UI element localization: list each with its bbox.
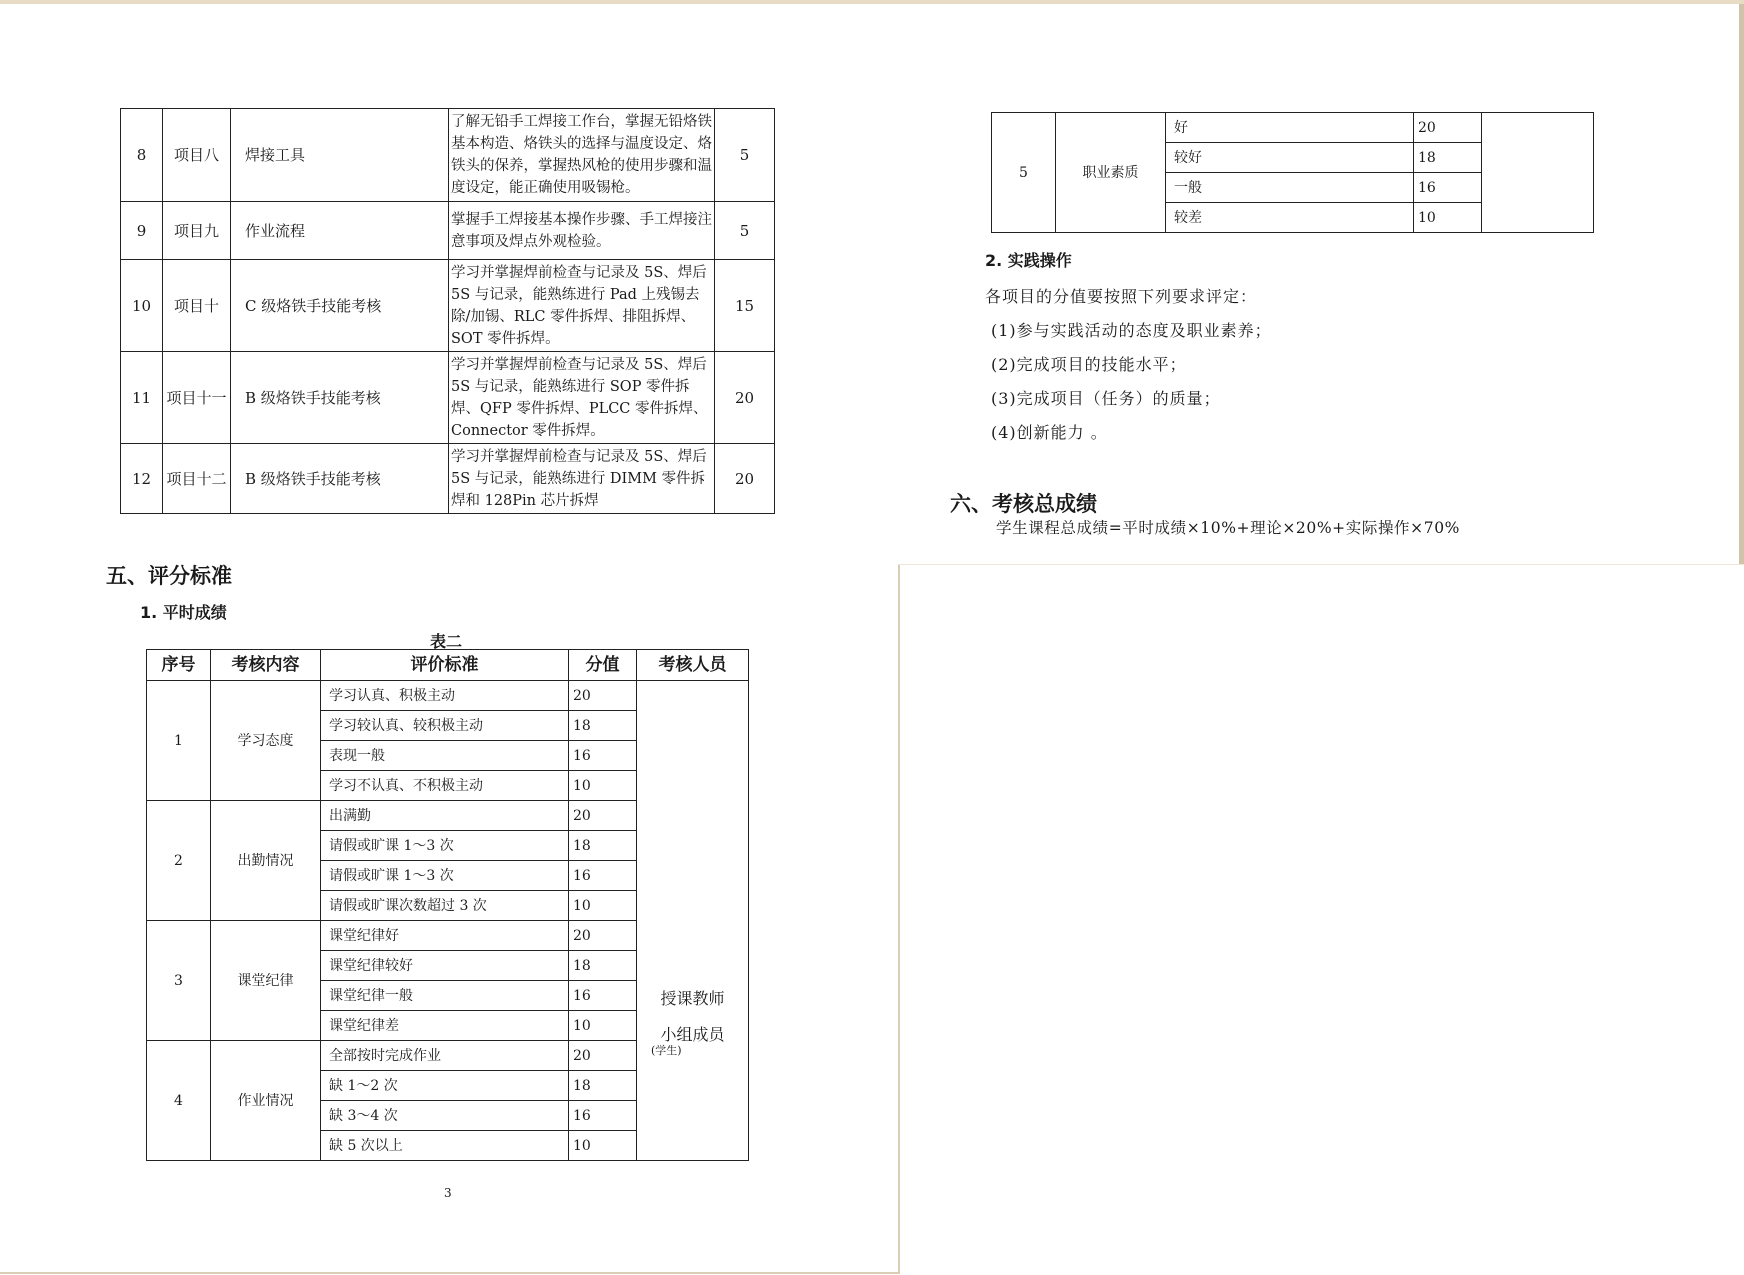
criterion: 表现一般 bbox=[321, 741, 569, 771]
criterion: 请假或旷课次数超过 3 次 bbox=[321, 891, 569, 921]
score: 10 bbox=[569, 771, 637, 801]
score: 16 bbox=[569, 1101, 637, 1131]
section6-heading: 六、考核总成绩 bbox=[950, 492, 1097, 516]
subsection-heading: 1. 平时成绩 bbox=[140, 603, 227, 622]
evaluator-cell bbox=[637, 681, 749, 1161]
project-description: 学习并掌握焊前检查与记录及 5S、焊后 5S 与记录，能熟练进行 DIMM 零件拆焊和 128Pin 芯片拆焊 bbox=[449, 444, 715, 514]
score: 20 bbox=[569, 801, 637, 831]
score: 18 bbox=[569, 951, 637, 981]
group-number: 2 bbox=[147, 801, 211, 921]
criterion: 课堂纪律一般 bbox=[321, 981, 569, 1011]
project-name: B 级烙铁手技能考核 bbox=[231, 352, 449, 444]
group-number: 4 bbox=[147, 1041, 211, 1161]
score: 20 bbox=[569, 1041, 637, 1071]
row-number: 9 bbox=[121, 202, 163, 260]
row-number: 11 bbox=[121, 352, 163, 444]
row-number: 8 bbox=[121, 109, 163, 202]
column-header: 评价标准 bbox=[321, 650, 569, 681]
page-edge bbox=[1739, 4, 1744, 564]
score: 10 bbox=[569, 1011, 637, 1041]
evaluator-teacher: 授课教师 bbox=[660, 989, 725, 1008]
criterion: 出满勤 bbox=[321, 801, 569, 831]
grading-table bbox=[146, 649, 749, 1161]
table-caption: 表二 bbox=[430, 632, 463, 651]
group-content: 职业素质 bbox=[1056, 113, 1166, 233]
project-hours: 15 bbox=[715, 260, 775, 352]
evaluator-group: 小组成员 bbox=[660, 1025, 725, 1044]
evaluator-cell bbox=[1482, 113, 1594, 233]
column-header: 序号 bbox=[147, 650, 211, 681]
project-description: 学习并掌握焊前检查与记录及 5S、焊后 5S 与记录，能熟练进行 Pad 上残锡去除/加锡、RLC 零件拆焊、排阻拆焊、SOT 零件拆焊。 bbox=[449, 260, 715, 352]
table-row bbox=[147, 681, 749, 711]
score: 18 bbox=[569, 831, 637, 861]
criterion: 学习不认真、不积极主动 bbox=[321, 771, 569, 801]
project-description: 学习并掌握焊前检查与记录及 5S、焊后 5S 与记录，能熟练进行 SOP 零件拆焊、QFP 零件拆焊、PLCC 零件拆焊、Connector 零件拆焊。 bbox=[449, 352, 715, 444]
project-hours: 5 bbox=[715, 109, 775, 202]
practice-item: (3)完成项目（任务）的质量； bbox=[991, 389, 1221, 408]
project-hours: 20 bbox=[715, 352, 775, 444]
score: 20 bbox=[1414, 113, 1482, 143]
project-label: 项目十一 bbox=[163, 352, 231, 444]
project-name: 焊接工具 bbox=[231, 109, 449, 202]
criterion: 学习认真、积极主动 bbox=[321, 681, 569, 711]
project-name: 作业流程 bbox=[231, 202, 449, 260]
criterion: 课堂纪律差 bbox=[321, 1011, 569, 1041]
group-content: 课堂纪律 bbox=[211, 921, 321, 1041]
table-row bbox=[121, 109, 775, 202]
total-score-formula: 学生课程总成绩=平时成绩×10%+理论×20%+实际操作×70% bbox=[996, 519, 1460, 537]
score: 10 bbox=[569, 891, 637, 921]
score: 16 bbox=[569, 981, 637, 1011]
table-row bbox=[121, 352, 775, 444]
score: 18 bbox=[569, 1071, 637, 1101]
row-number: 12 bbox=[121, 444, 163, 514]
section5-heading: 五、评分标准 bbox=[106, 564, 232, 588]
criterion: 缺 1～2 次 bbox=[321, 1071, 569, 1101]
table-row bbox=[992, 113, 1594, 143]
score: 16 bbox=[569, 741, 637, 771]
group-content: 作业情况 bbox=[211, 1041, 321, 1161]
group-number: 3 bbox=[147, 921, 211, 1041]
table-row bbox=[121, 260, 775, 352]
project-hours: 5 bbox=[715, 202, 775, 260]
project-name: B 级烙铁手技能考核 bbox=[231, 444, 449, 514]
criterion: 学习较认真、较积极主动 bbox=[321, 711, 569, 741]
criterion: 全部按时完成作业 bbox=[321, 1041, 569, 1071]
practice-intro: 各项目的分值要按照下列要求评定： bbox=[985, 287, 1258, 306]
project-description: 了解无铅手工焊接工作台，掌握无铅烙铁基本构造、烙铁头的选择与温度设定、烙铁头的保养，掌握热风枪的使用步骤和温度设定，能正确使用吸锡枪。 bbox=[449, 109, 715, 202]
score: 20 bbox=[569, 681, 637, 711]
criterion: 较好 bbox=[1166, 143, 1414, 173]
project-label: 项目九 bbox=[163, 202, 231, 260]
column-header: 分值 bbox=[569, 650, 637, 681]
group-content: 学习态度 bbox=[211, 681, 321, 801]
practice-heading: 2. 实践操作 bbox=[985, 251, 1072, 270]
project-table bbox=[120, 108, 775, 514]
practice-item: (1)参与实践活动的态度及职业素养； bbox=[991, 321, 1272, 340]
criterion: 缺 3～4 次 bbox=[321, 1101, 569, 1131]
score: 10 bbox=[569, 1131, 637, 1161]
group-content: 出勤情况 bbox=[211, 801, 321, 921]
table-row bbox=[121, 202, 775, 260]
page-number: 3 bbox=[444, 1186, 452, 1200]
practice-item: (4)创新能力 。 bbox=[991, 423, 1108, 442]
score: 18 bbox=[569, 711, 637, 741]
score: 16 bbox=[569, 861, 637, 891]
project-name: C 级烙铁手技能考核 bbox=[231, 260, 449, 352]
criterion: 请假或旷课 1～3 次 bbox=[321, 831, 569, 861]
column-header: 考核内容 bbox=[211, 650, 321, 681]
left-page bbox=[0, 4, 900, 1274]
criterion: 一般 bbox=[1166, 173, 1414, 203]
table-row bbox=[121, 444, 775, 514]
column-header: 考核人员 bbox=[637, 650, 749, 681]
project-label: 项目十二 bbox=[163, 444, 231, 514]
professional-quality-table bbox=[991, 112, 1594, 233]
score: 16 bbox=[1414, 173, 1482, 203]
criterion: 课堂纪律好 bbox=[321, 921, 569, 951]
criterion: 好 bbox=[1166, 113, 1414, 143]
criterion: 课堂纪律较好 bbox=[321, 951, 569, 981]
criterion: 较差 bbox=[1166, 203, 1414, 233]
score: 10 bbox=[1414, 203, 1482, 233]
group-number: 5 bbox=[992, 113, 1056, 233]
evaluator-students: (学生) bbox=[651, 1044, 682, 1057]
criterion: 缺 5 次以上 bbox=[321, 1131, 569, 1161]
criterion: 请假或旷课 1～3 次 bbox=[321, 861, 569, 891]
score: 18 bbox=[1414, 143, 1482, 173]
project-label: 项目八 bbox=[163, 109, 231, 202]
project-description: 掌握手工焊接基本操作步骤、手工焊接注意事项及焊点外观检验。 bbox=[449, 202, 715, 260]
table-header-row bbox=[147, 650, 749, 681]
right-page bbox=[898, 4, 1744, 565]
practice-item: (2)完成项目的技能水平； bbox=[991, 355, 1187, 374]
group-number: 1 bbox=[147, 681, 211, 801]
score: 20 bbox=[569, 921, 637, 951]
row-number: 10 bbox=[121, 260, 163, 352]
project-label: 项目十 bbox=[163, 260, 231, 352]
project-hours: 20 bbox=[715, 444, 775, 514]
